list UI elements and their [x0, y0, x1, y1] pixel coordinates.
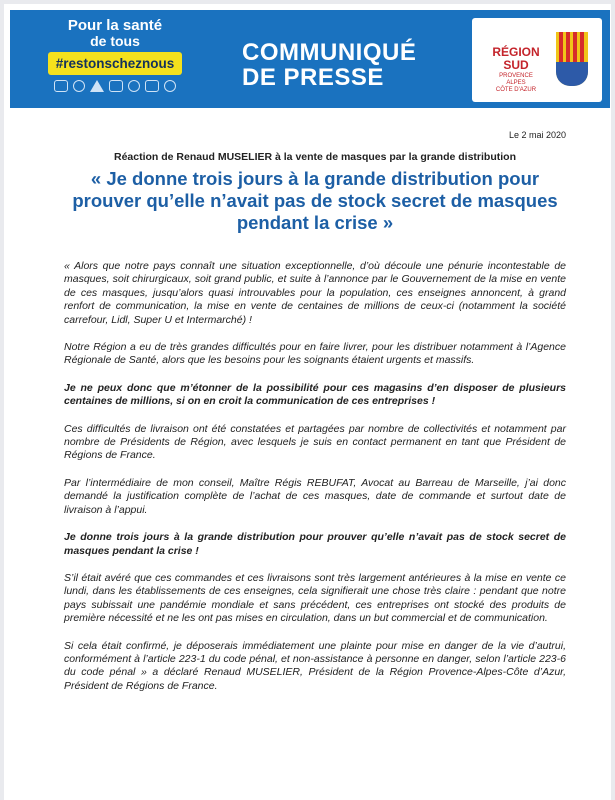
press-release-page — [4, 4, 611, 800]
coat-of-arms-icon — [556, 32, 588, 86]
user-icon — [73, 80, 85, 92]
paragraph: Notre Région a eu de très grandes difficultés pour en faire livrer, pour les distribuer notamment à l’Agence Régionale de Santé, alors que les besoins pour les soignants étaient urgents et massifs. — [64, 341, 566, 367]
paragraph: « Alors que notre pays connaît une situation exceptionnelle, d’où découle une pénurie incontestable de masques, soit chirurgicaux, soit grand public, et suite à l’annonce par le Gouvernement de la mise en vente de ces masques, jusqu’alors quasi introuvables pour la population, ces enseignes annoncent, à grand renfort de communication, la mise en vente de centaines de millions de ceux-ci (notamment la société carrefour, Lidl, Super U et Intermarché) ! — [64, 260, 566, 326]
header-banner — [10, 10, 610, 108]
region-name-line1: RÉGION — [492, 45, 540, 59]
book-icon — [109, 80, 123, 92]
paragraph: Si cela était confirmé, je déposerais immédiatement une plainte pour mise en danger de la vie d’autrui, conformément à l’article 223-1 du code pénal, et non-assistance à personne en danger, selon l’article 223-6 du code pénal » a déclaré Renaud MUSELIER, Président de la Région Provence-Alpes-Côte d’Azur, Président de Régions de France. — [64, 639, 566, 692]
paragraph: Par l’intermédiaire de mon conseil, Maître Régis REBUFAT, Avocat au Barreau de Marseille, j’ai donc demandé la justification complète de l’achat de ces masques, date de commande et surtout date de livraison à l’appui. — [64, 476, 566, 516]
document-subtitle: Réaction de Renaud MUSELIER à la vente de masques par la grande distribution — [113, 151, 516, 163]
tablet-icon — [145, 80, 159, 92]
heart-icon — [164, 80, 176, 92]
region-subtitle — [482, 73, 550, 94]
region-name — [482, 46, 550, 72]
paragraph-emphasis: Je ne peux donc que m’étonner de la possibilité pour ces magasins d’en disposer de plusieurs centaines de millions, si on en croit la communication de ces entreprises ! — [64, 381, 566, 408]
tagline-line1: Pour la santé — [67, 17, 163, 34]
title-line2: DE PRESSE — [242, 64, 384, 91]
campaign-icons — [30, 80, 200, 92]
region-sub-line1: PROVENCE — [499, 73, 533, 79]
document-body — [64, 130, 566, 693]
tree-icon — [90, 80, 104, 92]
region-sub-line2: ALPES — [506, 80, 526, 86]
title-line1: COMMUNIQUÉ — [242, 39, 417, 66]
hashtag-badge: #restonscheznous — [48, 52, 183, 75]
campaign-block — [30, 18, 200, 92]
region-name-line2: SUD — [503, 58, 529, 72]
document-date: Le 2 mai 2020 — [508, 130, 566, 140]
document-headline: « Je donne trois jours à la grande distribution pour prouver qu’elle n’avait pas de stock secret de masques pendant la crise » — [72, 168, 558, 233]
page-title — [242, 40, 416, 90]
house-icon — [54, 80, 68, 92]
paragraph: Ces difficultés de livraison ont été constatées et partagées par nombre de collectivités et notamment par nombre de Présidents de Région, avec lesquels je suis en contact permanent en tant que Président de Régions de France. — [64, 422, 566, 462]
region-logo — [472, 18, 602, 102]
tagline-line2: de tous — [90, 33, 140, 49]
paragraph: S’il était avéré que ces commandes et ces livraisons sont très largement antérieures à la mise en vente ce lundi, dans les établissements de ces enseignes, cela signifierait une chose très claire : pendant que notre pays subissait une pandémie mondiale et sans précédent, ces entreprises ont stocké des produits de première nécessité et ne les ont pas mises en circulation, dans un but commercial et de communication. — [64, 571, 566, 625]
globe-icon — [128, 80, 140, 92]
region-sub-line3: CÔTE D'AZUR — [495, 87, 537, 93]
paragraph-emphasis: Je donne trois jours à la grande distribution pour prouver qu’elle n’avait pas de stock secret de masques pendant la crise ! — [64, 531, 566, 557]
